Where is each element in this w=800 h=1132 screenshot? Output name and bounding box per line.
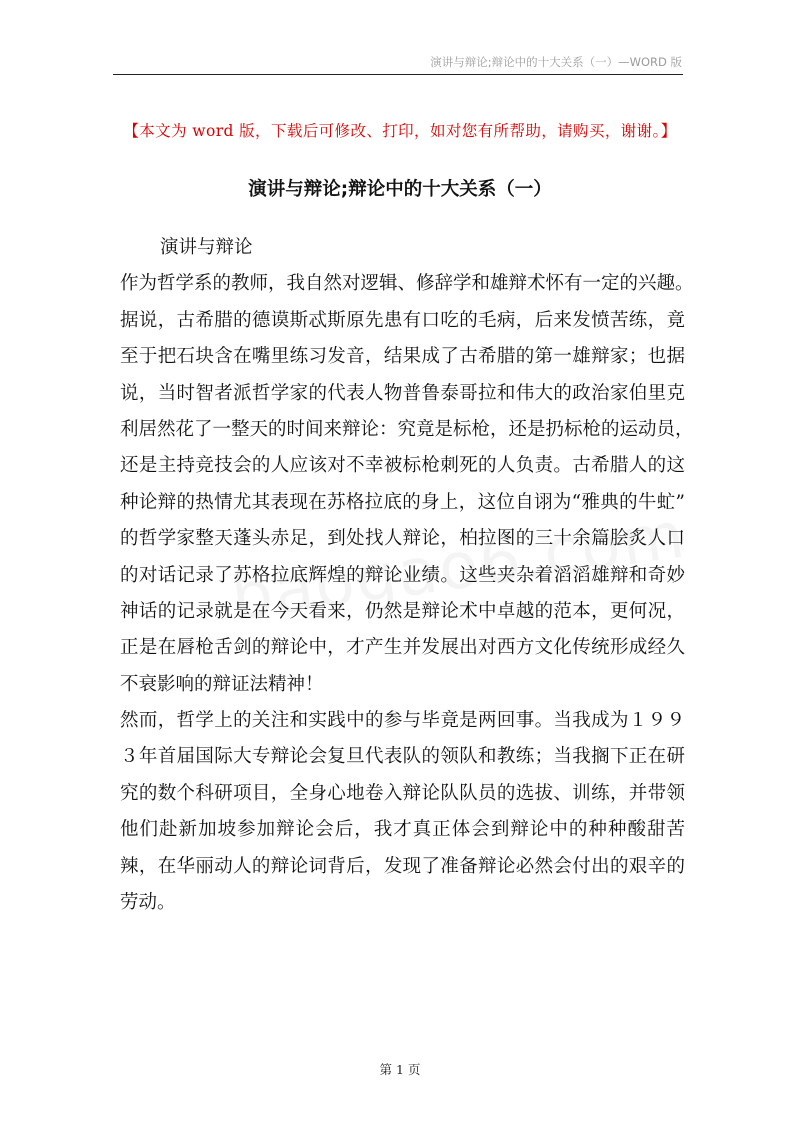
text-line: 然而，哲学上的关注和实践中的参与毕竟是两回事。当我成为１９９ (120, 710, 685, 732)
text-line: 不衰影响的辩证法精神！ (120, 673, 324, 695)
text-line: 的对话记录了苏格拉底辉煌的辩论业绩。这些夹杂着滔滔雄辩和奇妙 (120, 564, 685, 586)
paragraph-1 (120, 266, 694, 703)
document-body (120, 230, 694, 921)
section-subheading: 演讲与辩论 (160, 237, 253, 258)
text-line: ３年首届国际大专辩论会复旦代表队的领队和教练；当我搁下正在研 (120, 746, 685, 768)
text-line: 究的数个科研项目，全身心地卷入辩论队队员的选拔、训练，并带领 (120, 782, 685, 804)
text-line: 至于把石块含在嘴里练习发音，结果成了古希腊的第一雄辩家；也据 (120, 346, 685, 368)
text-line: 利居然花了一整天的时间来辩论：究竟是标枪，还是扔标枪的运动员， (120, 418, 694, 440)
text-line: 正是在唇枪舌剑的辩论中，才产生并发展出对西方文化传统形成经久 (120, 637, 685, 659)
text-line: 种论辩的热情尤其表现在苏格拉底的身上，这位自诩为“雅典的牛虻” (120, 491, 685, 513)
running-header: 演讲与辩论;辩论中的十大关系（一）—WORD 版 (430, 55, 682, 69)
download-notice: 【本文为 word 版，下载后可修改、打印，如对您有所帮助，请购买，谢谢。】 (123, 122, 677, 140)
text-line: 劳动。 (120, 892, 176, 914)
page-number: 第 1 页 (379, 1062, 421, 1077)
text-line: 据说，古希腊的德谟斯忒斯原先患有口吃的毛病，后来发愤苦练，竟 (120, 309, 685, 331)
text-line: 神话的记录就是在今天看来，仍然是辩论术中卓越的范本，更何况， (120, 600, 685, 622)
text-line: 辣，在华丽动人的辩论词背后，发现了准备辩论必然会付出的艰辛的 (120, 855, 685, 877)
text-line: 作为哲学系的教师，我自然对逻辑、修辞学和雄辩术怀有一定的兴趣。 (120, 273, 694, 295)
document-title: 演讲与辩论;辩论中的十大关系（一） (248, 179, 552, 200)
text-line: 还是主持竞技会的人应该对不幸被标枪刺死的人负责。古希腊人的这 (120, 455, 685, 477)
paragraph-2 (120, 703, 685, 921)
header-divider (113, 74, 683, 75)
text-line: 他们赴新加坡参加辩论会后，我才真正体会到辩论中的种种酸甜苦 (120, 819, 685, 841)
text-line: 的哲学家整天蓬头赤足，到处找人辩论，柏拉图的三十余篇脍炙人口 (120, 528, 685, 550)
text-line: 说，当时智者派哲学家的代表人物普鲁泰哥拉和伟大的政治家伯里克 (120, 382, 685, 404)
